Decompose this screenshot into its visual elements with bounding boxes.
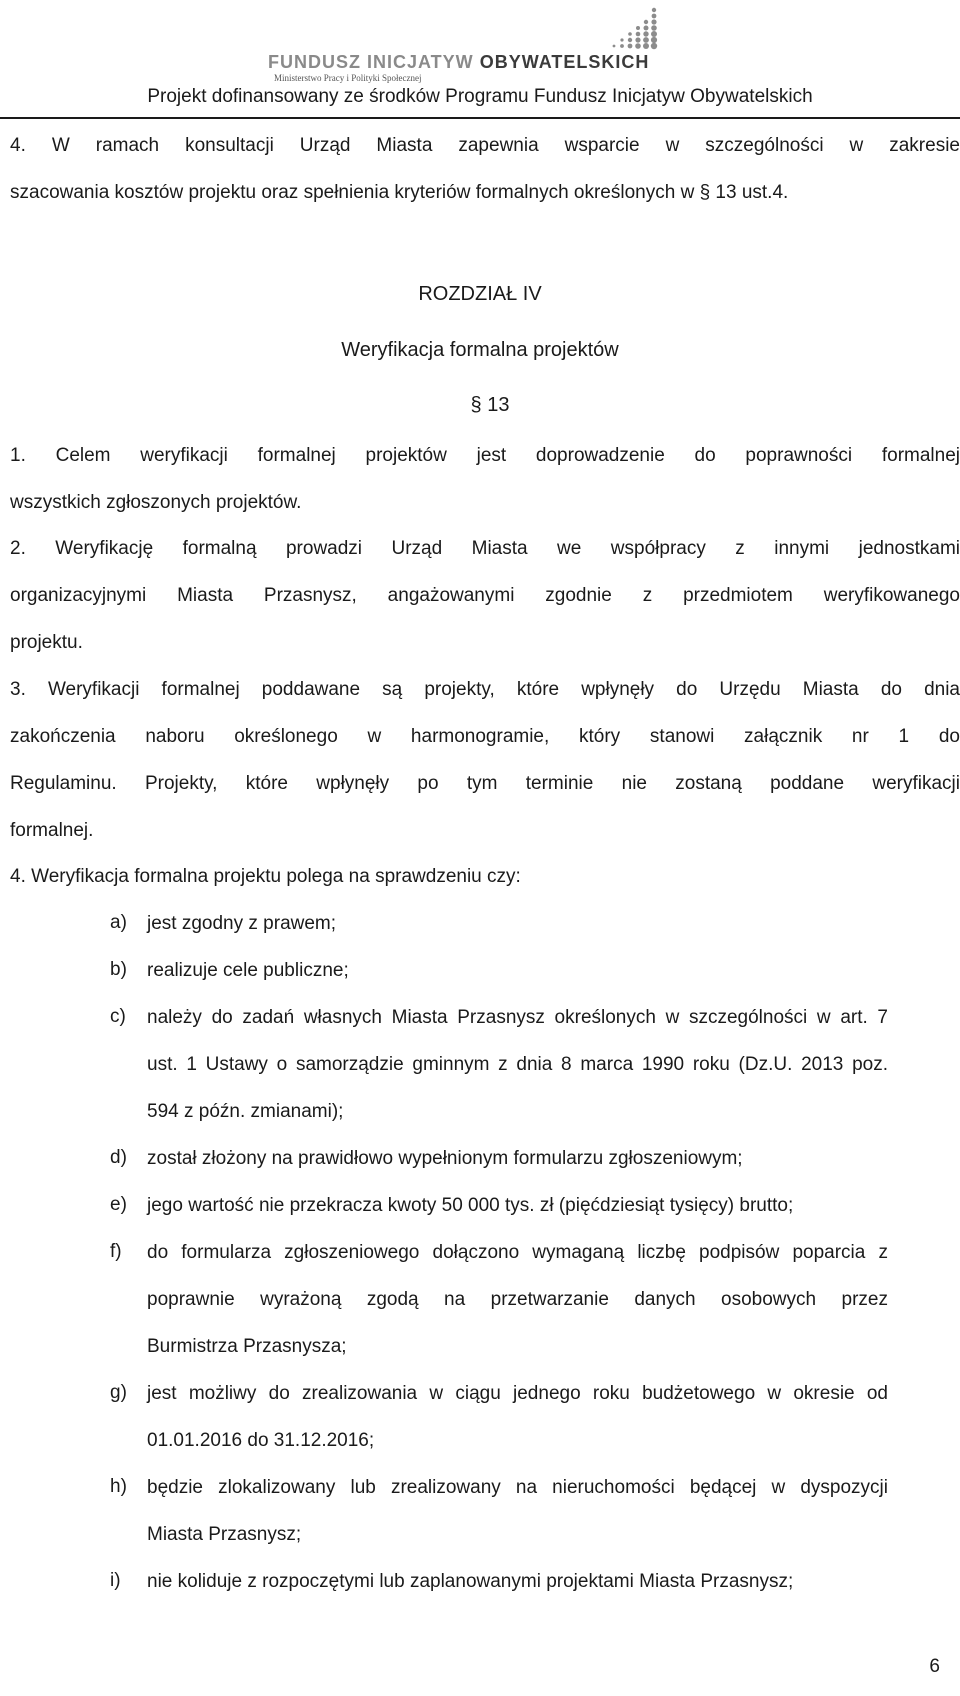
list-item-line: ust. 1 Ustawy o samorządzie gminnym z dnia 8 marca 1990 roku (Dz.U. 2013 poz. (147, 1054, 888, 1075)
paragraph-line: 2. Weryfikację formalną prowadzi Urząd Miasta we współpracy z innymi jednostkami (10, 538, 960, 559)
intro-paragraph (10, 122, 960, 216)
list-item (147, 1182, 888, 1229)
list-item-label: d) (110, 1147, 127, 1168)
logo-text-part2: OBYWATELSKICH (479, 52, 650, 72)
page-number: 6 (929, 1656, 940, 1677)
paragraph-line: projektu. (10, 632, 83, 653)
list-item-line: Miasta Przasnysz; (147, 1524, 302, 1545)
list-item-line: 594 z późn. zmianami); (147, 1101, 344, 1122)
list-item-label: f) (110, 1241, 122, 1262)
list-item-line: do formularza zgłoszeniowego dołączono wymaganą liczbę podpisów poparcia z (147, 1242, 888, 1263)
paragraph-4 (10, 853, 960, 900)
chapter-title: ROZDZIAŁ IV (418, 283, 542, 305)
header-divider (0, 117, 960, 119)
list-item-label: a) (110, 912, 127, 933)
list-item (147, 1135, 888, 1182)
logo-subtitle: Ministerstwo Pracy i Polityki Społecznej (274, 73, 422, 83)
paragraph-1 (10, 432, 960, 526)
list-item-line: jest zgodny z prawem; (147, 913, 337, 934)
list-item-label: c) (110, 1006, 126, 1027)
paragraph-3 (10, 666, 960, 854)
paragraph-line: 1. Celem weryfikacji formalnej projektów jest doprowadzenie do poprawności formalnej (10, 445, 960, 466)
paragraph-2 (10, 525, 960, 666)
list-item-line: realizuje cele publiczne; (147, 960, 349, 981)
intro-line-2: szacowania kosztów projektu oraz spełnienia kryteriów formalnych określonych w § 13 ust.4. (10, 182, 789, 203)
list-item-line: 01.01.2016 do 31.12.2016; (147, 1430, 375, 1451)
list-item-line: został złożony na prawidłowo wypełnionym formularzu zgłoszeniowym; (147, 1148, 743, 1169)
list-item-label: i) (110, 1570, 121, 1591)
list-item (147, 900, 888, 947)
list-item-line: jest możliwy do zrealizowania w ciągu jednego roku budżetowego w okresie od (147, 1383, 888, 1404)
paragraph-line: wszystkich zgłoszonych projektów. (10, 492, 302, 513)
list-item (147, 1370, 888, 1464)
logo-text-part1: FUNDUSZ INICJATYW (268, 52, 474, 72)
intro-line-1: 4. W ramach konsultacji Urząd Miasta zapewnia wsparcie w szczególności w zakresie (10, 135, 960, 156)
list-item-line: należy do zadań własnych Miasta Przasnysz określonych w szczególności w art. 7 (147, 1007, 888, 1028)
paragraph-line: zakończenia naboru określonego w harmonogramie, który stanowi załącznik nr 1 do (10, 726, 960, 747)
list-item-label: e) (110, 1194, 127, 1215)
list-item-label: h) (110, 1476, 127, 1497)
list-item (147, 947, 888, 994)
paragraph-line: organizacyjnymi Miasta Przasnysz, angażowanymi zgodnie z przedmiotem weryfikowanego (10, 585, 960, 606)
list-item-line: będzie zlokalizowany lub zrealizowany na nieruchomości będącej w dyspozycji (147, 1477, 888, 1498)
list-item-line: poprawnie wyrażoną zgodą na przetwarzanie danych osobowych przez (147, 1289, 888, 1310)
paragraph-line: formalnej. (10, 820, 94, 841)
paragraph-line: 3. Weryfikacji formalnej poddawane są projekty, które wpłynęły do Urzędu Miasta do dnia (10, 679, 960, 700)
list-item-line: nie koliduje z rozpoczętymi lub zaplanowanymi projektami Miasta Przasnysz; (147, 1571, 794, 1592)
list-item-line: Burmistrza Przasnysza; (147, 1336, 347, 1357)
list-item (147, 1229, 888, 1370)
list-item (147, 994, 888, 1135)
funding-note: Projekt dofinansowany ze środków Programu Fundusz Inicjatyw Obywatelskich (147, 86, 813, 107)
paragraph-line: 4. Weryfikacja formalna projektu polega na sprawdzeniu czy: (10, 866, 521, 887)
list-item-label: g) (110, 1382, 127, 1403)
chapter-subtitle: Weryfikacja formalna projektów (341, 339, 619, 361)
list-item (147, 1464, 888, 1558)
fio-logo (268, 6, 668, 84)
list-item-line: jego wartość nie przekracza kwoty 50 000 tys. zł (pięćdziesiąt tysięcy) brutto; (147, 1195, 794, 1216)
logo-wordmark (268, 52, 649, 73)
list-item-label: b) (110, 959, 127, 980)
list-item (147, 1558, 888, 1605)
paragraph-line: Regulaminu. Projekty, które wpłynęły po tym terminie nie zostaną poddane weryfikacji (10, 773, 960, 794)
section-number: § 13 (470, 394, 510, 416)
logo-dots-graphic (606, 6, 666, 54)
